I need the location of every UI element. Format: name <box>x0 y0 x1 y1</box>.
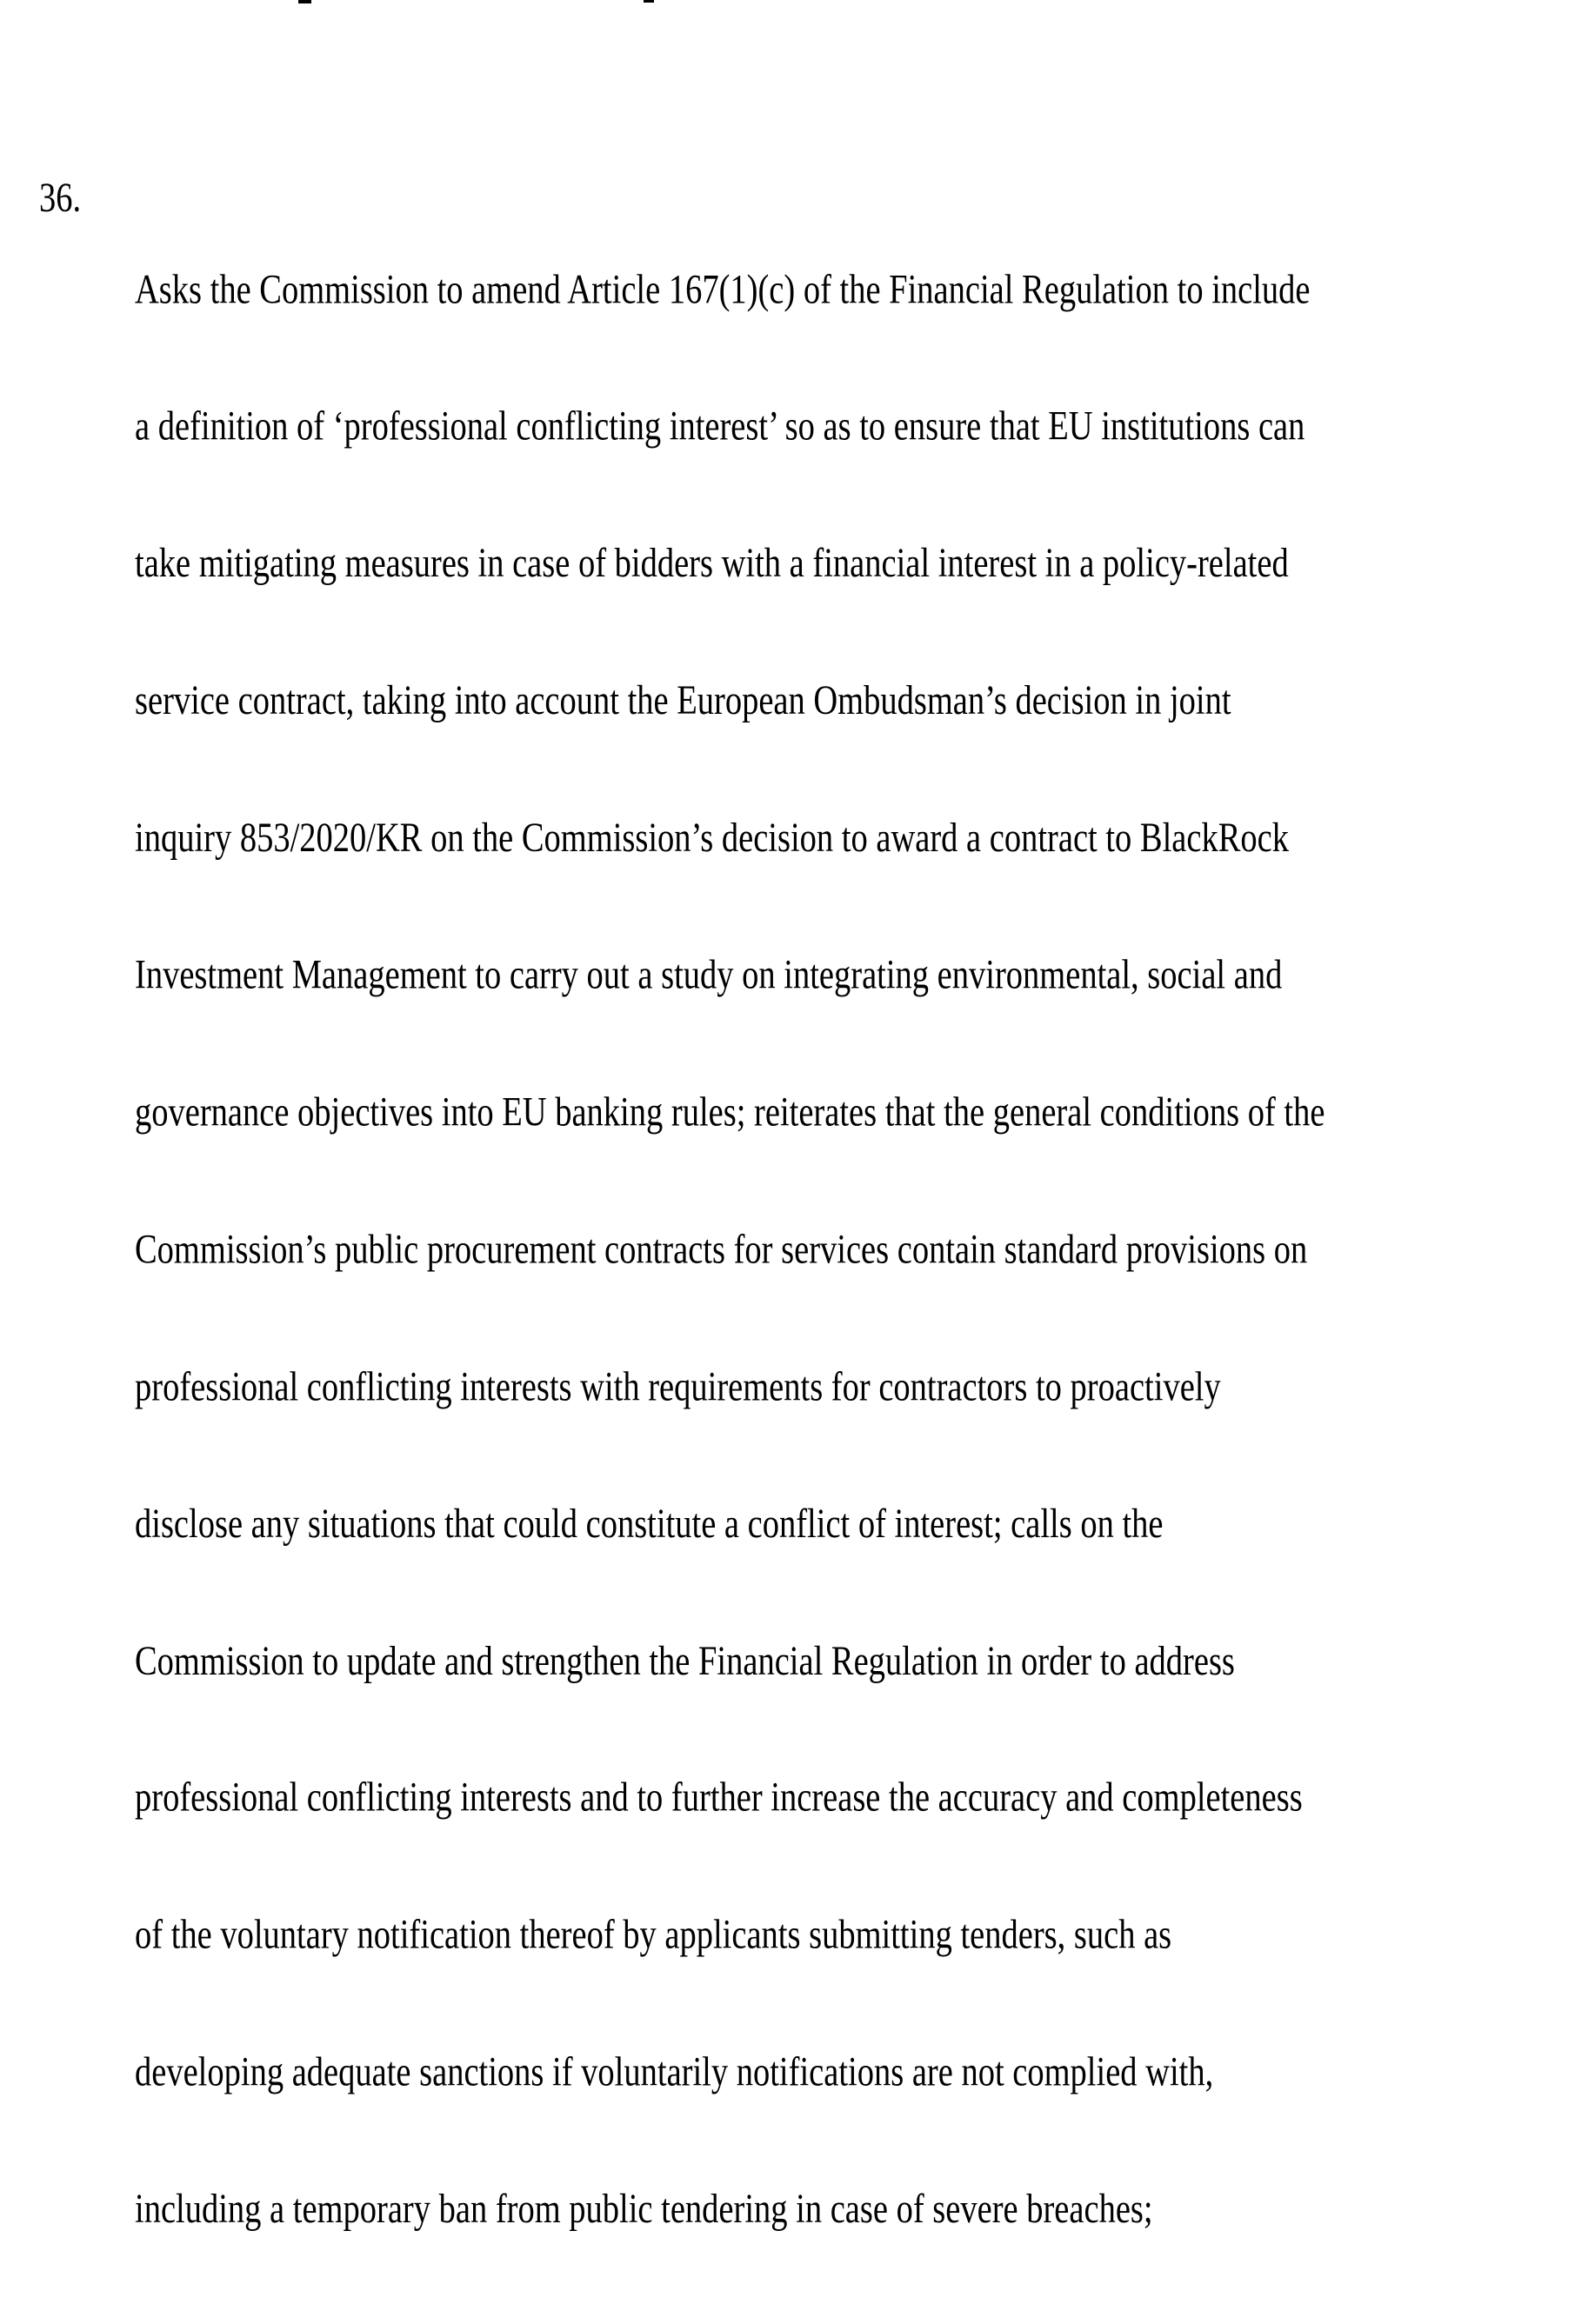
paragraph-line: inquiry 853/2020/KR on the Commission’s decision to award a contract to BlackRock <box>135 816 1289 862</box>
paragraph-line: Investment Management to carry out a study on integrating environmental, social and <box>135 952 1283 998</box>
clipped-text-fragment <box>298 0 311 3</box>
paragraph-number: 36. <box>39 176 82 222</box>
paragraph-line: professional conflicting interests and to further increase the accuracy and completeness <box>135 1775 1303 1821</box>
paragraph-line: governance objectives into EU banking rules; reiterates that the general conditions of the <box>135 1089 1325 1135</box>
paragraph-line: developing adequate sanctions if voluntarily notifications are not complied with, <box>135 2049 1214 2095</box>
paragraph-text <box>135 176 1324 2324</box>
paragraph-line: a definition of ‘professional conflicting interest’ so as to ensure that EU institutions can <box>135 403 1305 450</box>
paragraph-line: Commission’s public procurement contracts for services contain standard provisions on <box>135 1227 1308 1273</box>
paragraph-line: of the voluntary notification thereof by applicants submitting tenders, such as <box>135 1912 1172 1959</box>
paragraph-line: take mitigating measures in case of bidders with a financial interest in a policy-related <box>135 541 1289 587</box>
paragraph-line: Commission to update and strengthen the Financial Regulation in order to address <box>135 1638 1235 1684</box>
paragraph-line: professional conflicting interests with requirements for contractors to proactively <box>135 1363 1221 1410</box>
clipped-text-fragment <box>644 0 654 3</box>
paragraph-line: including a temporary ban from public tendering in case of severe breaches; <box>135 2187 1153 2233</box>
paragraph-line: service contract, taking into account the European Ombudsman’s decision in joint <box>135 678 1231 724</box>
resolution-paragraph <box>39 176 1324 2324</box>
paragraph-line: disclose any situations that could constitute a conflict of interest; calls on the <box>135 1501 1164 1547</box>
paragraph-line: Asks the Commission to amend Article 167(1)(c) of the Financial Regulation to include <box>135 267 1311 313</box>
